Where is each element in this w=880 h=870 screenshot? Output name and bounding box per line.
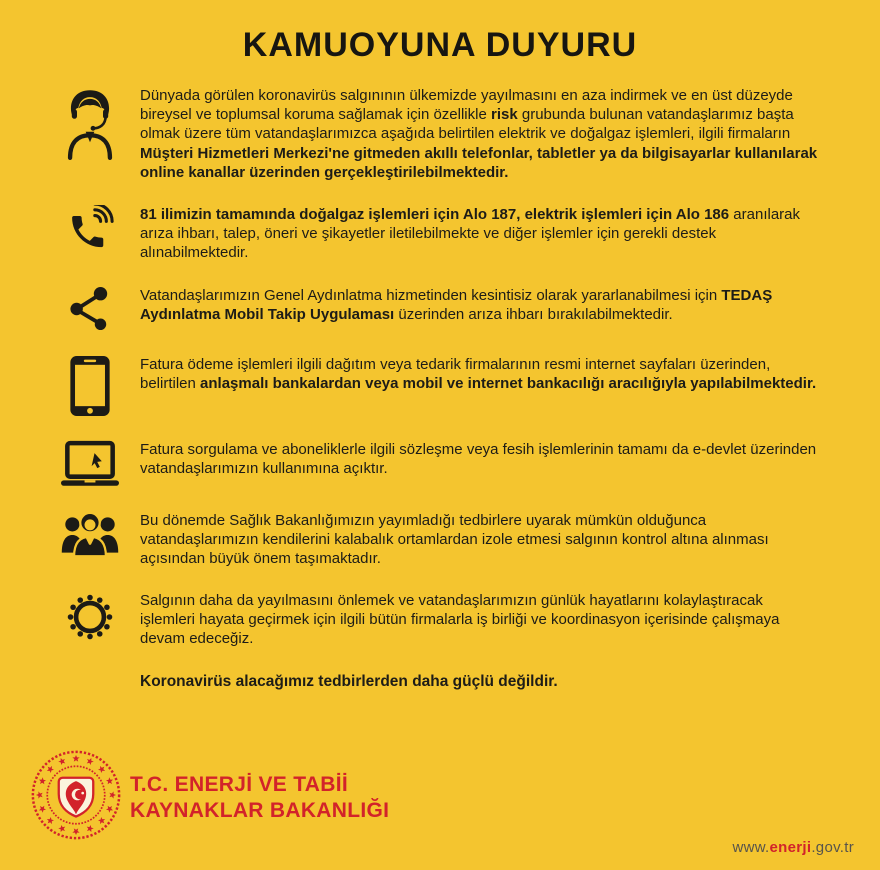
- announcement-item: [60, 86, 820, 182]
- text-segment: Dünyada görülen koronavirüs salgınının ülkemizde yayılmasını en aza indirmek ve en üst düzeyde bireysel ve toplumsal koruma sağlamak için özellikle: [140, 87, 793, 124]
- announcement-text: [140, 205, 820, 263]
- announcement-item: [60, 286, 820, 332]
- announcement-text: [140, 511, 820, 569]
- announcement-text: [140, 355, 820, 417]
- text-segment: Fatura ödeme işlemleri ilgili dağıtım veya tedarik firmalarının resmi internet sayfaları üzerinden, belirtilen: [140, 355, 771, 392]
- announcement-text: [140, 440, 820, 488]
- text-segment: grubunda bulunan vatandaşlarımız başta olmak üzere tüm vatandaşlarımızca aşağıda belirtilen elektrik ve doğalgaz işlemleri, ilgili firmaların: [140, 106, 794, 143]
- closing-statement: Koronavirüs alacağımız tedbirlerden daha güçlü değildir.: [140, 672, 558, 690]
- share-icon: [60, 286, 120, 332]
- ministry-name-line2: KAYNAKLAR BAKANLIĞI: [130, 799, 390, 822]
- announcement-item: [60, 440, 820, 488]
- laptop-icon: [60, 440, 120, 488]
- text-segment: Fatura sorgulama ve aboneliklerle ilgili sözleşme veya fesih işlemlerinin tamamı da e-devlet üzerinden vatandaşlarımızın kullanımına açıktır.: [140, 440, 817, 477]
- virus-icon: [60, 591, 120, 649]
- announcement-text: [140, 86, 820, 182]
- text-segment-bold: TEDAŞ Aydınlatma Mobil Takip Uygulaması: [140, 286, 773, 323]
- announcement-item: [60, 205, 820, 263]
- phone-call-icon: [60, 205, 120, 263]
- website-url: [732, 839, 854, 856]
- announcement-item: [60, 591, 820, 649]
- url-highlight: enerji: [769, 839, 812, 856]
- spacer: [60, 672, 120, 692]
- ministry-name: [130, 772, 389, 824]
- announcement-text: [140, 286, 820, 332]
- text-segment-bold: Müşteri Hizmetleri Merkezi'ne gitmeden akıllı telefonlar, tabletler ya da bilgisayarlar kullanılarak online kanallar üzerinden gerçekleştirilebilmektedir.: [140, 144, 818, 181]
- text-segment-bold: 81 ilimizin tamamında doğalgaz işlemleri için Alo 187, elektrik işlemleri için Alo 186: [140, 205, 730, 223]
- page-title: KAMUOYUNA DUYURU: [242, 26, 638, 64]
- text-segment-bold: risk: [490, 106, 518, 124]
- text-segment: Salgının daha da yayılmasını önlemek ve vatandaşlarımızın günlük hayatlarını kolaylaştıracak işlemleri hayata geçirmek için ilgili bütün firmalarla iş birliği ve koordinasyon içerisinde çalışmaya devam edeceğiz.: [140, 592, 780, 648]
- ministry-emblem: [30, 749, 122, 846]
- text-segment: aranılarak arıza ihbarı, talep, öneri ve şikayetler iletilebilmekte ve diğer işlemler için gerekli destek alınabilmektedir.: [140, 205, 800, 262]
- url-prefix: www.: [732, 839, 770, 856]
- smartphone-icon: [60, 355, 120, 417]
- announcement-item: [60, 355, 820, 417]
- announcement-item: [60, 511, 820, 569]
- announcement-text: [140, 591, 820, 649]
- text-segment: üzerinden arıza ihbarı bırakılabilmektedir.: [394, 305, 673, 323]
- text-segment: Bu dönemde Sağlık Bakanlığımızın yayımladığı tedbirlere uyarak mümkün olduğunca vatandaşlarımızın kendilerini kalabalık ortamlardan izole etmesi salgının kontrol altına alınması açısından büyük önem taşımaktadır.: [140, 511, 769, 567]
- closing-statement-row: [60, 672, 820, 692]
- text-segment: Vatandaşlarımızın Genel Aydınlatma hizmetinden kesintisiz olarak yararlanabilmesi için: [140, 286, 722, 304]
- announcement-list: [60, 86, 820, 714]
- people-group-icon: [60, 511, 120, 569]
- ministry-name-line1: T.C. ENERJİ VE TABİİ: [130, 773, 348, 796]
- url-suffix: .gov.tr: [811, 839, 854, 856]
- operator-headset-icon: [60, 86, 120, 182]
- text-segment-bold: anlaşmalı bankalardan veya mobil ve internet bankacılığı aracılığıyla yapılabilmektedir.: [200, 374, 817, 392]
